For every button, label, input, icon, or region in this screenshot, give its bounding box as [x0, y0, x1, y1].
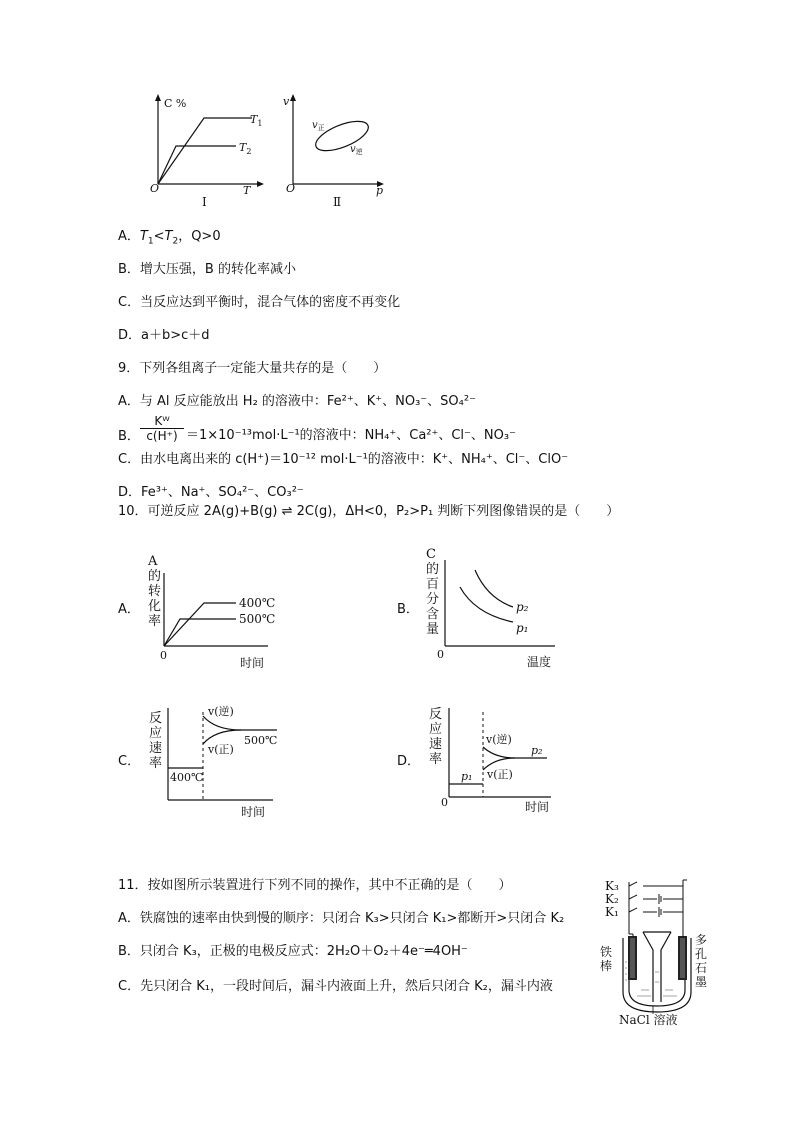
svg-text:K₃: K₃ — [605, 879, 619, 893]
svg-text:应: 应 — [429, 722, 443, 737]
svg-text:含: 含 — [426, 607, 440, 622]
svg-text:400℃: 400℃ — [170, 771, 204, 784]
q10-graph-b — [415, 542, 565, 672]
svg-text:速: 速 — [149, 741, 163, 756]
svg-text:墨: 墨 — [695, 975, 708, 989]
svg-text:v(正): v(正) — [487, 768, 513, 781]
q10-graph-c — [145, 700, 295, 820]
q8-option-d: D．a＋b>c＋d — [118, 328, 210, 343]
q9-option-a: A．与 Al 反应能放出 H₂ 的溶液中：Fe²⁺、K⁺、NO₃⁻、SO₄²⁻ — [118, 394, 476, 409]
svg-text:p₁: p₁ — [516, 621, 529, 635]
svg-text:500℃: 500℃ — [239, 612, 276, 626]
svg-text:K₁: K₁ — [605, 905, 619, 919]
q11-option-a: A．铁腐蚀的速率由快到慢的顺序：只闭合 K₃>只闭合 K₁>都断开>只闭合 K₂ — [118, 911, 565, 926]
q9-option-d: D．Fe³⁺、Na⁺、SO₄²⁻、CO₃²⁻ — [118, 485, 304, 500]
svg-text:500℃: 500℃ — [244, 734, 278, 747]
svg-text:p₁: p₁ — [461, 770, 473, 783]
svg-text:时间: 时间 — [240, 656, 265, 670]
svg-text:时间: 时间 — [241, 805, 266, 819]
q10-graph-d — [423, 700, 573, 820]
svg-text:分: 分 — [426, 592, 440, 607]
q11-stem: 11．按如图所示装置进行下列不同的操作，其中不正确的是（ ） — [118, 878, 512, 893]
svg-text:A: A — [148, 554, 158, 569]
svg-text:0: 0 — [160, 649, 167, 662]
fraction-num: Kᵂ — [154, 414, 170, 428]
svg-text:温度: 温度 — [527, 655, 552, 669]
q10-a-label: A． — [118, 602, 140, 617]
label-t1: T — [250, 113, 258, 126]
curve-t1 — [158, 118, 252, 184]
svg-text:反: 反 — [149, 711, 163, 726]
svg-text:p₂: p₂ — [516, 600, 529, 614]
q9-stem: 9．下列各组离子一定能大量共存的是（ ） — [118, 361, 387, 376]
top-figures — [140, 88, 400, 213]
q10-graph-a — [140, 545, 290, 673]
svg-text:转: 转 — [148, 584, 162, 599]
graph2-ellipse — [312, 115, 372, 156]
graph-2 — [283, 94, 384, 209]
svg-text:石: 石 — [695, 961, 708, 975]
svg-text:T2: $T_2$ — [239, 141, 252, 156]
curve-400 — [164, 603, 236, 646]
graph2-ylabel: v — [283, 95, 290, 108]
q10-b-label: B． — [397, 602, 419, 617]
svg-text:v(正): v(正) — [208, 743, 234, 756]
q8-option-b: B．增大压强，B 的转化率减小 — [118, 262, 296, 277]
electrochem-apparatus — [597, 872, 717, 1027]
svg-text:化: 化 — [148, 599, 162, 614]
svg-text:孔: 孔 — [695, 947, 708, 961]
graph1-caption: Ⅰ — [202, 195, 207, 209]
svg-text:0: 0 — [437, 648, 444, 661]
q8-option-a: A．$T_1<T_2$，Q>0 — [118, 229, 221, 247]
svg-text:0: 0 — [441, 796, 448, 809]
graph1-xlabel: T — [243, 184, 251, 197]
svg-text:K₂: K₂ — [605, 892, 619, 906]
svg-text:速: 速 — [429, 737, 443, 752]
q11-option-b: B．只闭合 K₃，正极的电极反应式：2H₂O＋O₂＋4e⁻═4OH⁻ — [118, 944, 468, 959]
svg-text:应: 应 — [149, 726, 163, 741]
curve-t2 — [158, 146, 236, 184]
svg-text:的: 的 — [148, 569, 162, 584]
label-t2: T — [239, 141, 247, 154]
q10-d-label: D． — [397, 754, 421, 769]
svg-text:量: 量 — [426, 622, 440, 637]
svg-text:的: 的 — [426, 562, 440, 577]
graph-1 — [150, 94, 264, 209]
svg-text:率: 率 — [429, 752, 443, 767]
svg-text:百: 百 — [426, 577, 440, 592]
curve-500 — [164, 619, 236, 646]
q11-option-c: C．先只闭合 K₁，一段时间后，漏斗内液面上升，然后只闭合 K₂，漏斗内液 — [118, 979, 553, 994]
graph2-xlabel: p — [376, 184, 384, 197]
svg-text:NaCl 溶液: NaCl 溶液 — [619, 1013, 678, 1027]
svg-text:棒: 棒 — [600, 959, 613, 973]
svg-text:v逆: $v_逆$ — [350, 144, 363, 156]
svg-text:p₂: p₂ — [531, 744, 543, 757]
svg-text:反: 反 — [429, 707, 443, 722]
svg-text:率: 率 — [148, 614, 162, 629]
fraction — [140, 414, 184, 444]
curve-p2 — [475, 570, 513, 607]
svg-text:T1: $T_1$ — [250, 113, 263, 128]
graph2-origin: O — [286, 182, 296, 195]
svg-text:C: C — [426, 547, 436, 562]
svg-text:率: 率 — [149, 756, 163, 771]
q10-c-label: C． — [118, 754, 141, 769]
svg-text:v(逆): v(逆) — [208, 705, 234, 718]
svg-text:400℃: 400℃ — [239, 596, 276, 610]
graph1-origin: O — [150, 182, 160, 195]
graph2-caption: Ⅱ — [333, 195, 342, 209]
svg-text:多: 多 — [695, 933, 708, 947]
graph1-ylabel: C % — [164, 97, 187, 110]
svg-text:时间: 时间 — [525, 800, 550, 814]
svg-text:v(逆): v(逆) — [486, 733, 512, 746]
svg-text:v正: $v_正$ — [312, 120, 325, 132]
q9-option-c: C．由水电离出来的 c(H⁺)＝10⁻¹² mol·L⁻¹的溶液中：K⁺、NH₄⁺、Cl⁻、ClO⁻ — [118, 452, 569, 467]
curve-p1 — [460, 587, 513, 622]
fraction-den: c(H⁺) — [146, 429, 178, 443]
q10-stem: 10．可逆反应 2A(g)+B(g) ⇌ 2C(g)，ΔH<0，P₂>P₁ 判断下列图像错误的是（ ） — [118, 504, 620, 519]
q8-option-c: C．当反应达到平衡时，混合气体的密度不再变化 — [118, 295, 401, 310]
svg-text:铁: 铁 — [600, 945, 613, 959]
